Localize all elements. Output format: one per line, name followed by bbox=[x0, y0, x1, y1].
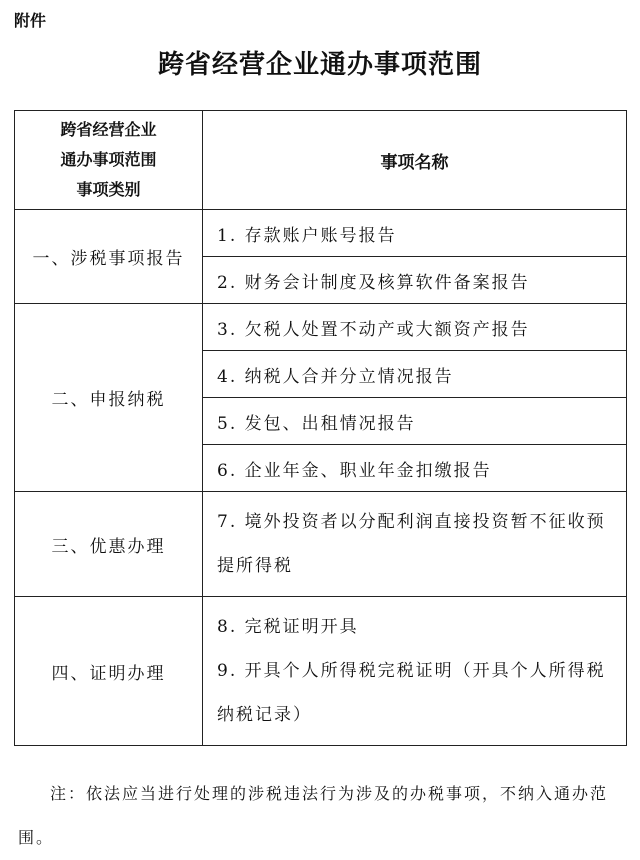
document-title: 跨省经营企业通办事项范围 bbox=[157, 50, 482, 80]
category-cell: 三、优惠办理 bbox=[15, 492, 203, 597]
table-row bbox=[15, 304, 627, 351]
table-header-row bbox=[15, 111, 627, 210]
item-cell: 1. 存款账户账号报告 bbox=[203, 210, 627, 257]
item-cell: 5. 发包、出租情况报告 bbox=[203, 398, 627, 445]
table-row bbox=[15, 210, 627, 257]
header-category-line: 事项类别 bbox=[76, 180, 141, 199]
item-cell: 4. 纳税人合并分立情况报告 bbox=[203, 351, 627, 398]
header-item-name: 事项名称 bbox=[203, 111, 627, 210]
scope-table bbox=[14, 110, 627, 746]
item-cell-group bbox=[203, 597, 627, 746]
item-cell: 3. 欠税人处置不动产或大额资产报告 bbox=[203, 304, 627, 351]
attachment-label: 附件 bbox=[14, 11, 47, 30]
category-cell: 四、证明办理 bbox=[15, 597, 203, 746]
item-text: 8. 完税证明开具 bbox=[217, 617, 359, 637]
header-category-line: 跨省经营企业 bbox=[60, 120, 157, 139]
item-cell: 7. 境外投资者以分配利润直接投资暂不征收预提所得税 bbox=[203, 492, 627, 597]
item-cell: 6. 企业年金、职业年金扣缴报告 bbox=[203, 445, 627, 492]
category-cell: 二、申报纳税 bbox=[15, 304, 203, 492]
footnote: 注：依法应当进行处理的涉税违法行为涉及的办税事项，不纳入通办范围。 bbox=[18, 784, 609, 847]
header-category bbox=[15, 111, 203, 210]
table-row bbox=[15, 492, 627, 597]
category-cell: 一、涉税事项报告 bbox=[15, 210, 203, 304]
item-text: 9. 开具个人所得税完税证明（开具个人所得税纳税记录） bbox=[217, 661, 606, 725]
table-row bbox=[15, 597, 627, 746]
header-category-line: 通办事项范围 bbox=[60, 150, 157, 169]
item-cell: 2. 财务会计制度及核算软件备案报告 bbox=[203, 257, 627, 304]
